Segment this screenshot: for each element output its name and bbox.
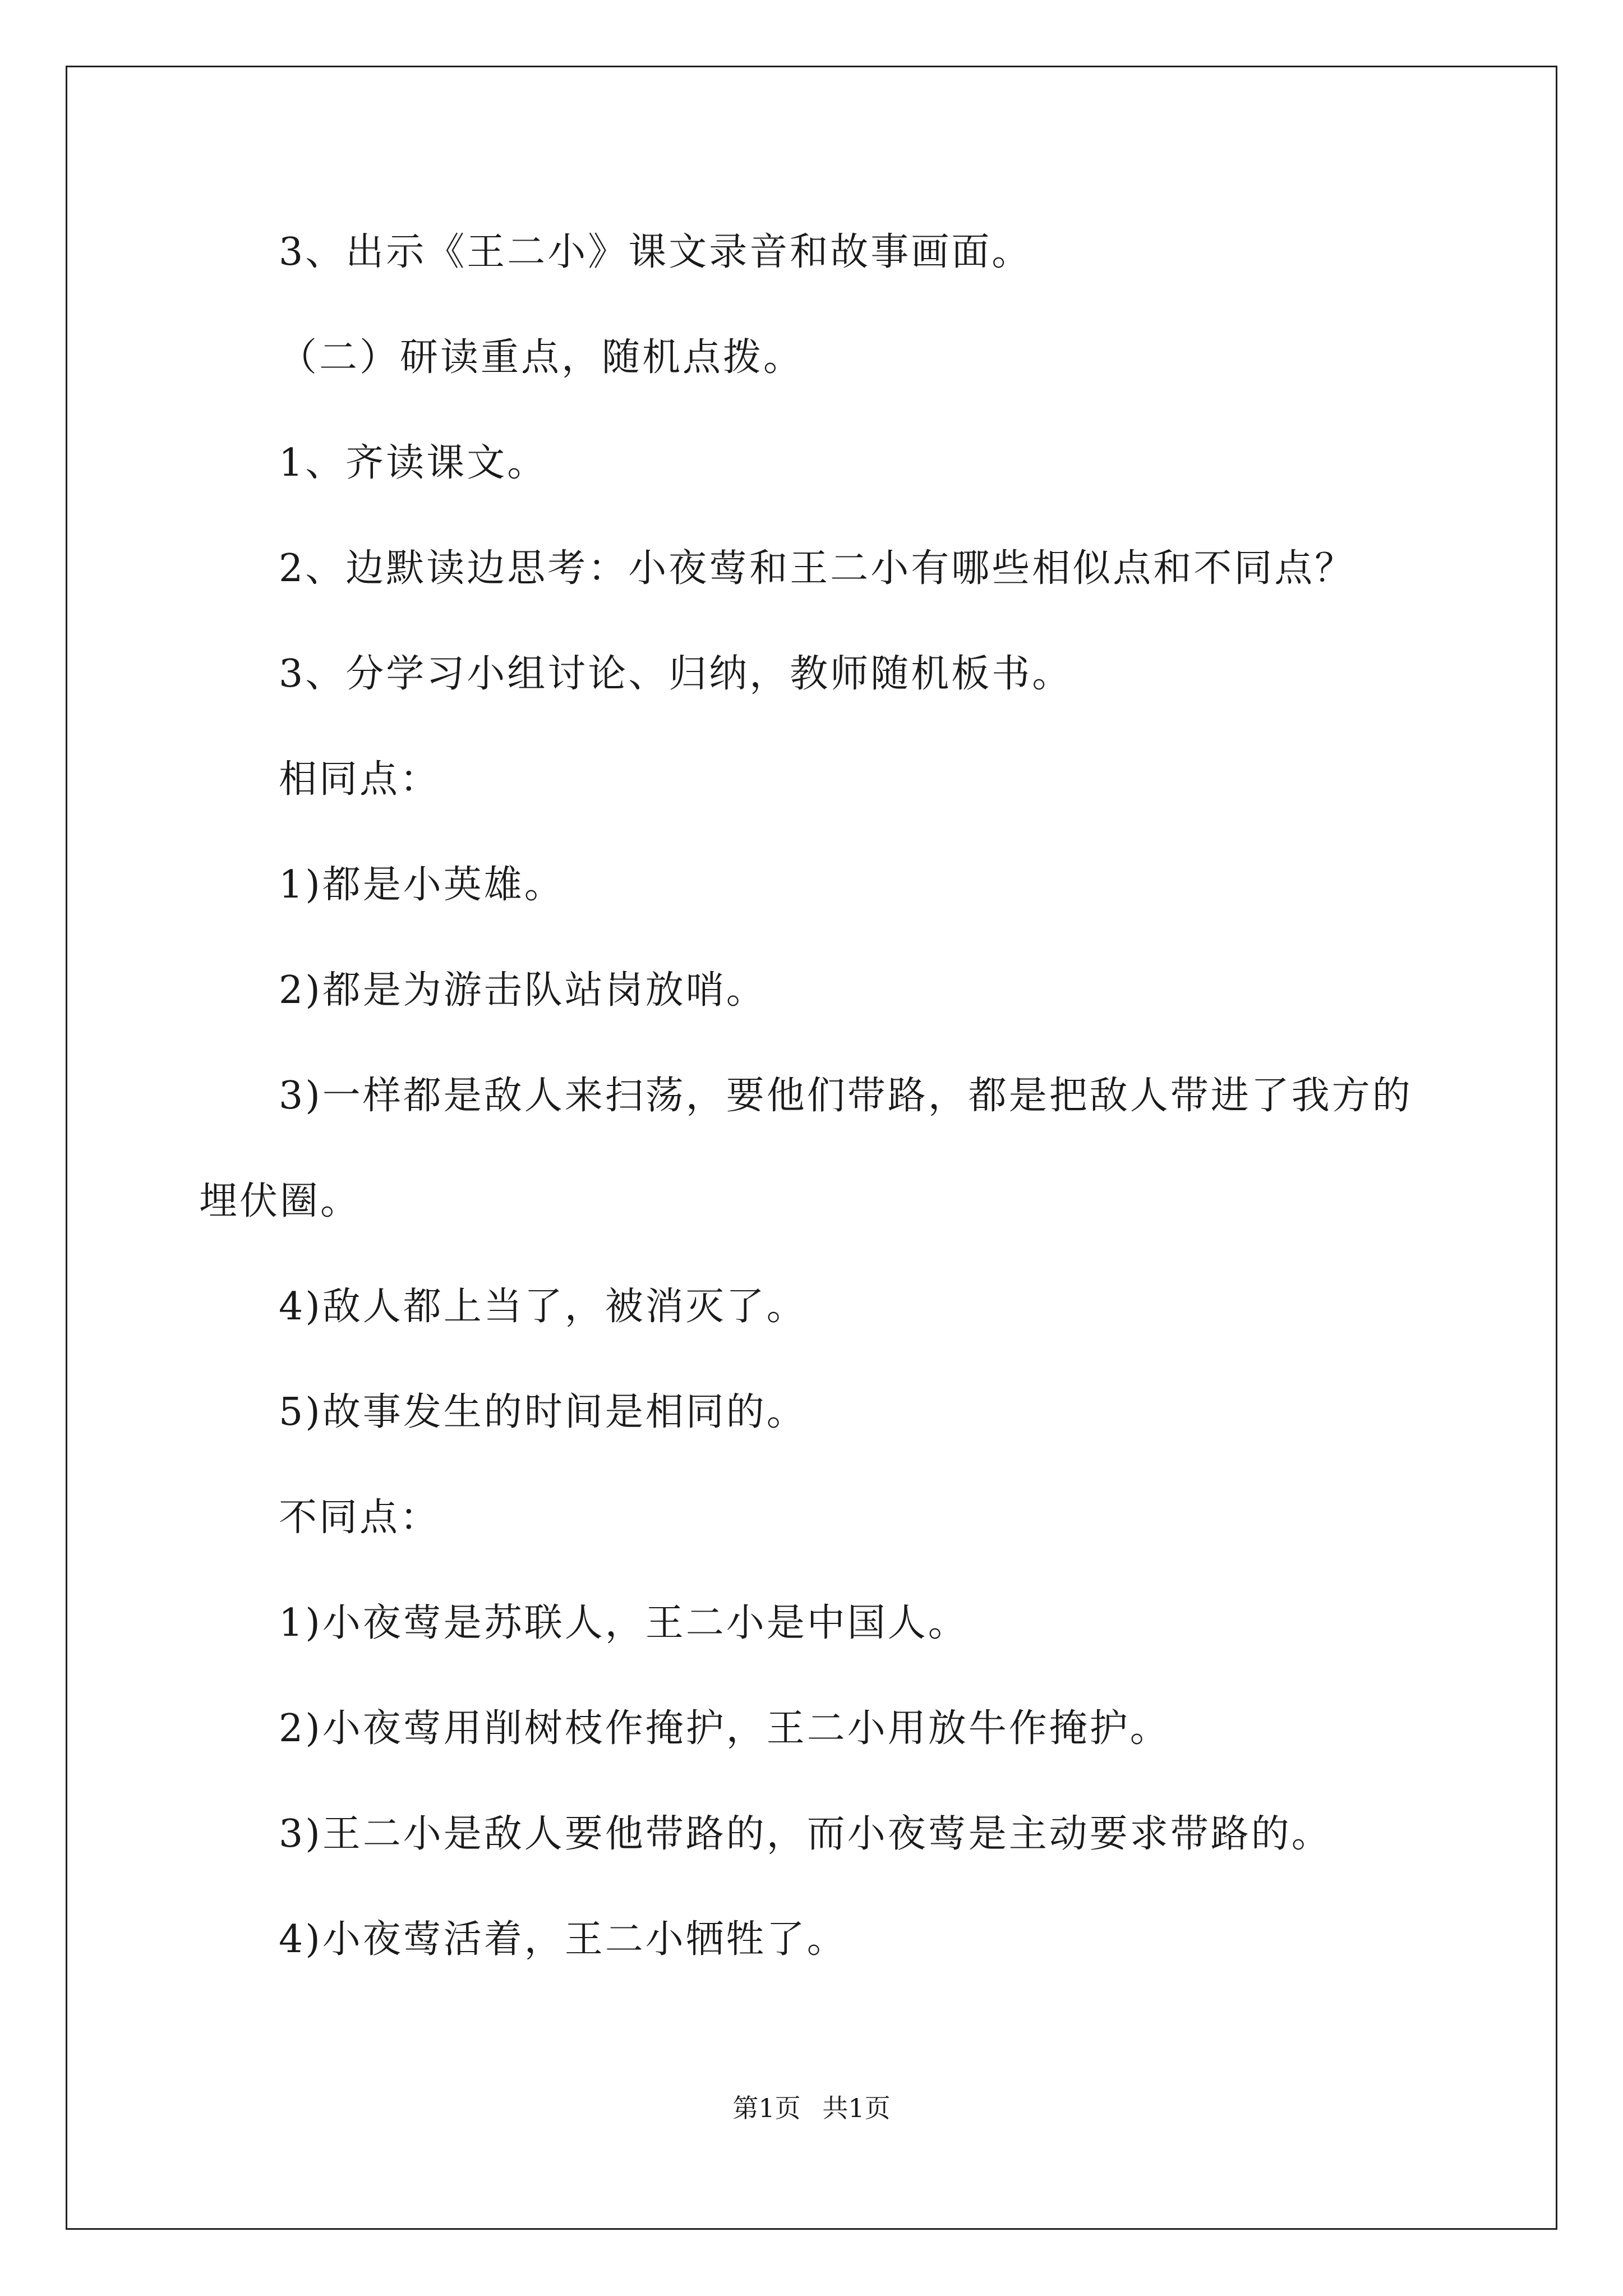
text-line: 3)王二小是敌人要他带路的，而小夜莺是主动要求带路的。: [279, 1812, 1332, 1856]
text-line: 相同点：: [279, 757, 441, 802]
text-line: 1)都是小英雄。: [279, 863, 565, 907]
text-line: 埋伏圈。: [199, 1179, 361, 1223]
text-line: 5)故事发生的时间是相同的。: [279, 1390, 807, 1434]
text-line: （二）研读重点，随机点拨。: [279, 335, 804, 380]
text-line: 4)敌人都上当了，被消灭了。: [279, 1285, 807, 1329]
text-line: 2)小夜莺用削树枝作掩护，王二小用放牛作掩护。: [279, 1706, 1170, 1751]
text-line: 3、分学习小组讨论、归纳，教师随机板书。: [279, 652, 1073, 696]
text-line: 2)都是为游击队站岗放哨。: [279, 968, 767, 1013]
text-line: 2、边默读边思考：小夜莺和王二小有哪些相似点和不同点？: [279, 546, 1355, 591]
text-line: 4)小夜莺活着，王二小牺牲了。: [279, 1917, 847, 1962]
page-number: 第1页: [732, 2093, 801, 2123]
page-total: 共1页: [822, 2093, 891, 2123]
text-line: 3、出示《王二小》课文录音和故事画面。: [279, 230, 1032, 274]
text-line: 1、齐读课文。: [279, 441, 548, 485]
text-line: 3)一样都是敌人来扫荡，要他们带路，都是把敌人带进了我方的: [279, 1074, 1413, 1118]
text-line: 不同点：: [279, 1496, 441, 1540]
text-line: 1)小夜莺是苏联人，王二小是中国人。: [279, 1601, 969, 1645]
page-footer: [0, 2092, 1623, 2124]
